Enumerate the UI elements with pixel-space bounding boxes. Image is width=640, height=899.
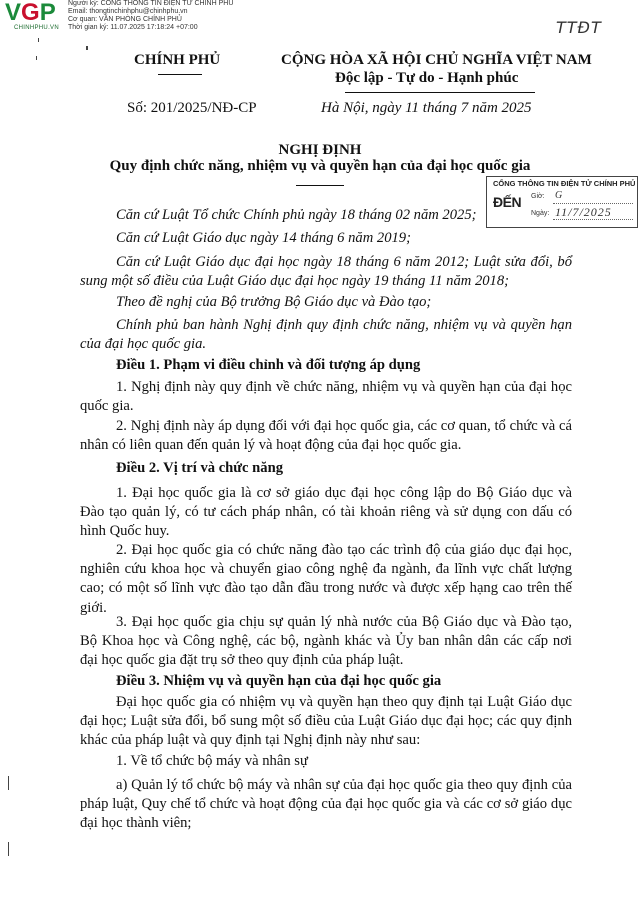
- preamble-5: Chính phủ ban hành Nghị định quy định chức năng, nhiệm vụ và quyền hạn của đại học quốc gia.: [80, 317, 572, 353]
- vgp-logo-subtitle: CHINHPHU.VN: [14, 25, 59, 31]
- org-line: Cơ quan: VĂN PHÒNG CHÍNH PHỦ: [68, 16, 182, 23]
- scan-artifact: [38, 38, 39, 42]
- article-3-intro: Đại học quốc gia có nhiệm vụ và quyền hạn theo quy định tại Luật Giáo dục đại học; Luật sửa đổi, bổ sung một số điều của Luật Giáo dục đại học; các quy định khác của pháp luật và quy định tại Nghị định này như sau:: [80, 694, 572, 749]
- article-2-clause-2: 2. Đại học quốc gia có chức năng đào tạo các trình độ của giáo dục đại học, nghiên cứu khoa học và chuyển giao công nghệ đa ngành, đa lĩnh vực chất lượng cao; có một số lĩnh vực đào tạo dẫn đầu trong nước và được xếp hạng cao trên thế giới.: [80, 542, 572, 616]
- article-2-clause-3: 3. Đại học quốc gia chịu sự quản lý nhà nước của Bộ Giáo dục và Đào tạo, Bộ Khoa học và Công nghệ, các bộ, ngành khác và Ủy ban nhân dân các cấp nơi đại học quốc gia đặt trụ sở theo quy định của pháp luật.: [80, 614, 572, 669]
- received-stamp-header: CỔNG THÔNG TIN ĐIỆN TỬ CHÍNH PHỦ: [493, 179, 636, 188]
- preamble-4: Theo đề nghị của Bộ trưởng Bộ Giáo dục và Đào tạo;: [116, 294, 432, 310]
- article-3-title: Điều 3. Nhiệm vụ và quyền hạn của đại học quốc gia: [116, 673, 442, 689]
- signer-line: Người ký: CỔNG THÔNG TIN ĐIỆN TỬ CHÍNH PHỦ: [68, 0, 234, 7]
- scan-artifact: [36, 56, 37, 60]
- handwritten-note: TTĐT: [556, 18, 602, 37]
- document-subtitle: Quy định chức năng, nhiệm vụ và quyền hạn của đại học quốc gia: [109, 158, 531, 174]
- article-2-clause-1: 1. Đại học quốc gia là cơ sở giáo dục đại học công lập do Bộ Giáo dục và Đào tạo quản lý, có tư cách pháp nhân, có tài khoản riêng và sử dụng con dấu có hình Quốc huy.: [80, 485, 572, 540]
- national-motto: Độc lập - Tự do - Hạnh phúc: [335, 70, 519, 86]
- received-stamp-den: ĐẾN: [493, 194, 522, 210]
- document-number: Số: 201/2025/NĐ-CP: [127, 100, 257, 116]
- received-stamp: [486, 176, 638, 228]
- vgp-logo: VGP: [5, 0, 56, 26]
- received-stamp-dotted-line: [553, 203, 633, 204]
- received-stamp-gio-value: G: [555, 190, 563, 201]
- received-stamp-ngay-label: Ngày:: [531, 210, 550, 217]
- national-title: CỘNG HÒA XÃ HỘI CHỦ NGHĨA VIỆT NAM: [281, 52, 592, 68]
- article-1-clause-2: 2. Nghị định này áp dụng đối với đại học quốc gia, các cơ quan, tổ chức và cá nhân có liên quan đến quản lý và hoạt động của đại học quốc gia.: [80, 418, 572, 454]
- document-type-title: NGHỊ ĐỊNH: [278, 142, 362, 158]
- article-3-clause-1a: a) Quản lý tổ chức bộ máy và nhân sự của đại học quốc gia theo quy định của pháp luật, Quy chế tổ chức và hoạt động của đại học quốc gia và các cơ sở giáo dục đại học thành viên;: [80, 777, 572, 832]
- preamble-2: Căn cứ Luật Giáo dục ngày 14 tháng 6 năm 2019;: [116, 230, 411, 246]
- article-2-title: Điều 2. Vị trí và chức năng: [116, 460, 283, 476]
- issuing-agency: CHÍNH PHỦ: [134, 52, 221, 68]
- article-1-title: Điều 1. Phạm vi điều chỉnh và đối tượng áp dụng: [116, 357, 421, 373]
- preamble-3: Căn cứ Luật Giáo dục đại học ngày 18 tháng 6 năm 2012; Luật sửa đổi, bổ sung một số điều của Luật Giáo dục đại học ngày 19 tháng 11 năm 2018;: [80, 254, 572, 290]
- received-stamp-ngay-value: 11/7/2025: [555, 205, 612, 219]
- scan-artifact: [8, 776, 9, 790]
- email-line: Email: thongtinchinhphu@chinhphu.vn: [68, 8, 188, 15]
- received-stamp-gio-label: Giờ:: [531, 193, 545, 200]
- agency-underline: [158, 74, 202, 75]
- scan-artifact: [86, 46, 88, 50]
- received-stamp-dotted-line: [553, 219, 633, 220]
- document-date: Hà Nội, ngày 11 tháng 7 năm 2025: [321, 100, 532, 116]
- article-3-clause-1: 1. Về tổ chức bộ máy và nhân sự: [116, 753, 308, 769]
- preamble-1: Căn cứ Luật Tổ chức Chính phủ ngày 18 tháng 02 năm 2025;: [116, 207, 477, 223]
- digital-signature-info: [68, 0, 233, 32]
- article-1-clause-1: 1. Nghị định này quy định về chức năng, nhiệm vụ và quyền hạn của đại học quốc gia.: [80, 379, 572, 415]
- scan-artifact: [8, 842, 9, 856]
- sign-time-line: Thời gian ký: 11.07.2025 17:18:24 +07:00: [68, 24, 198, 31]
- title-underline: [296, 185, 344, 186]
- motto-underline: [345, 92, 535, 93]
